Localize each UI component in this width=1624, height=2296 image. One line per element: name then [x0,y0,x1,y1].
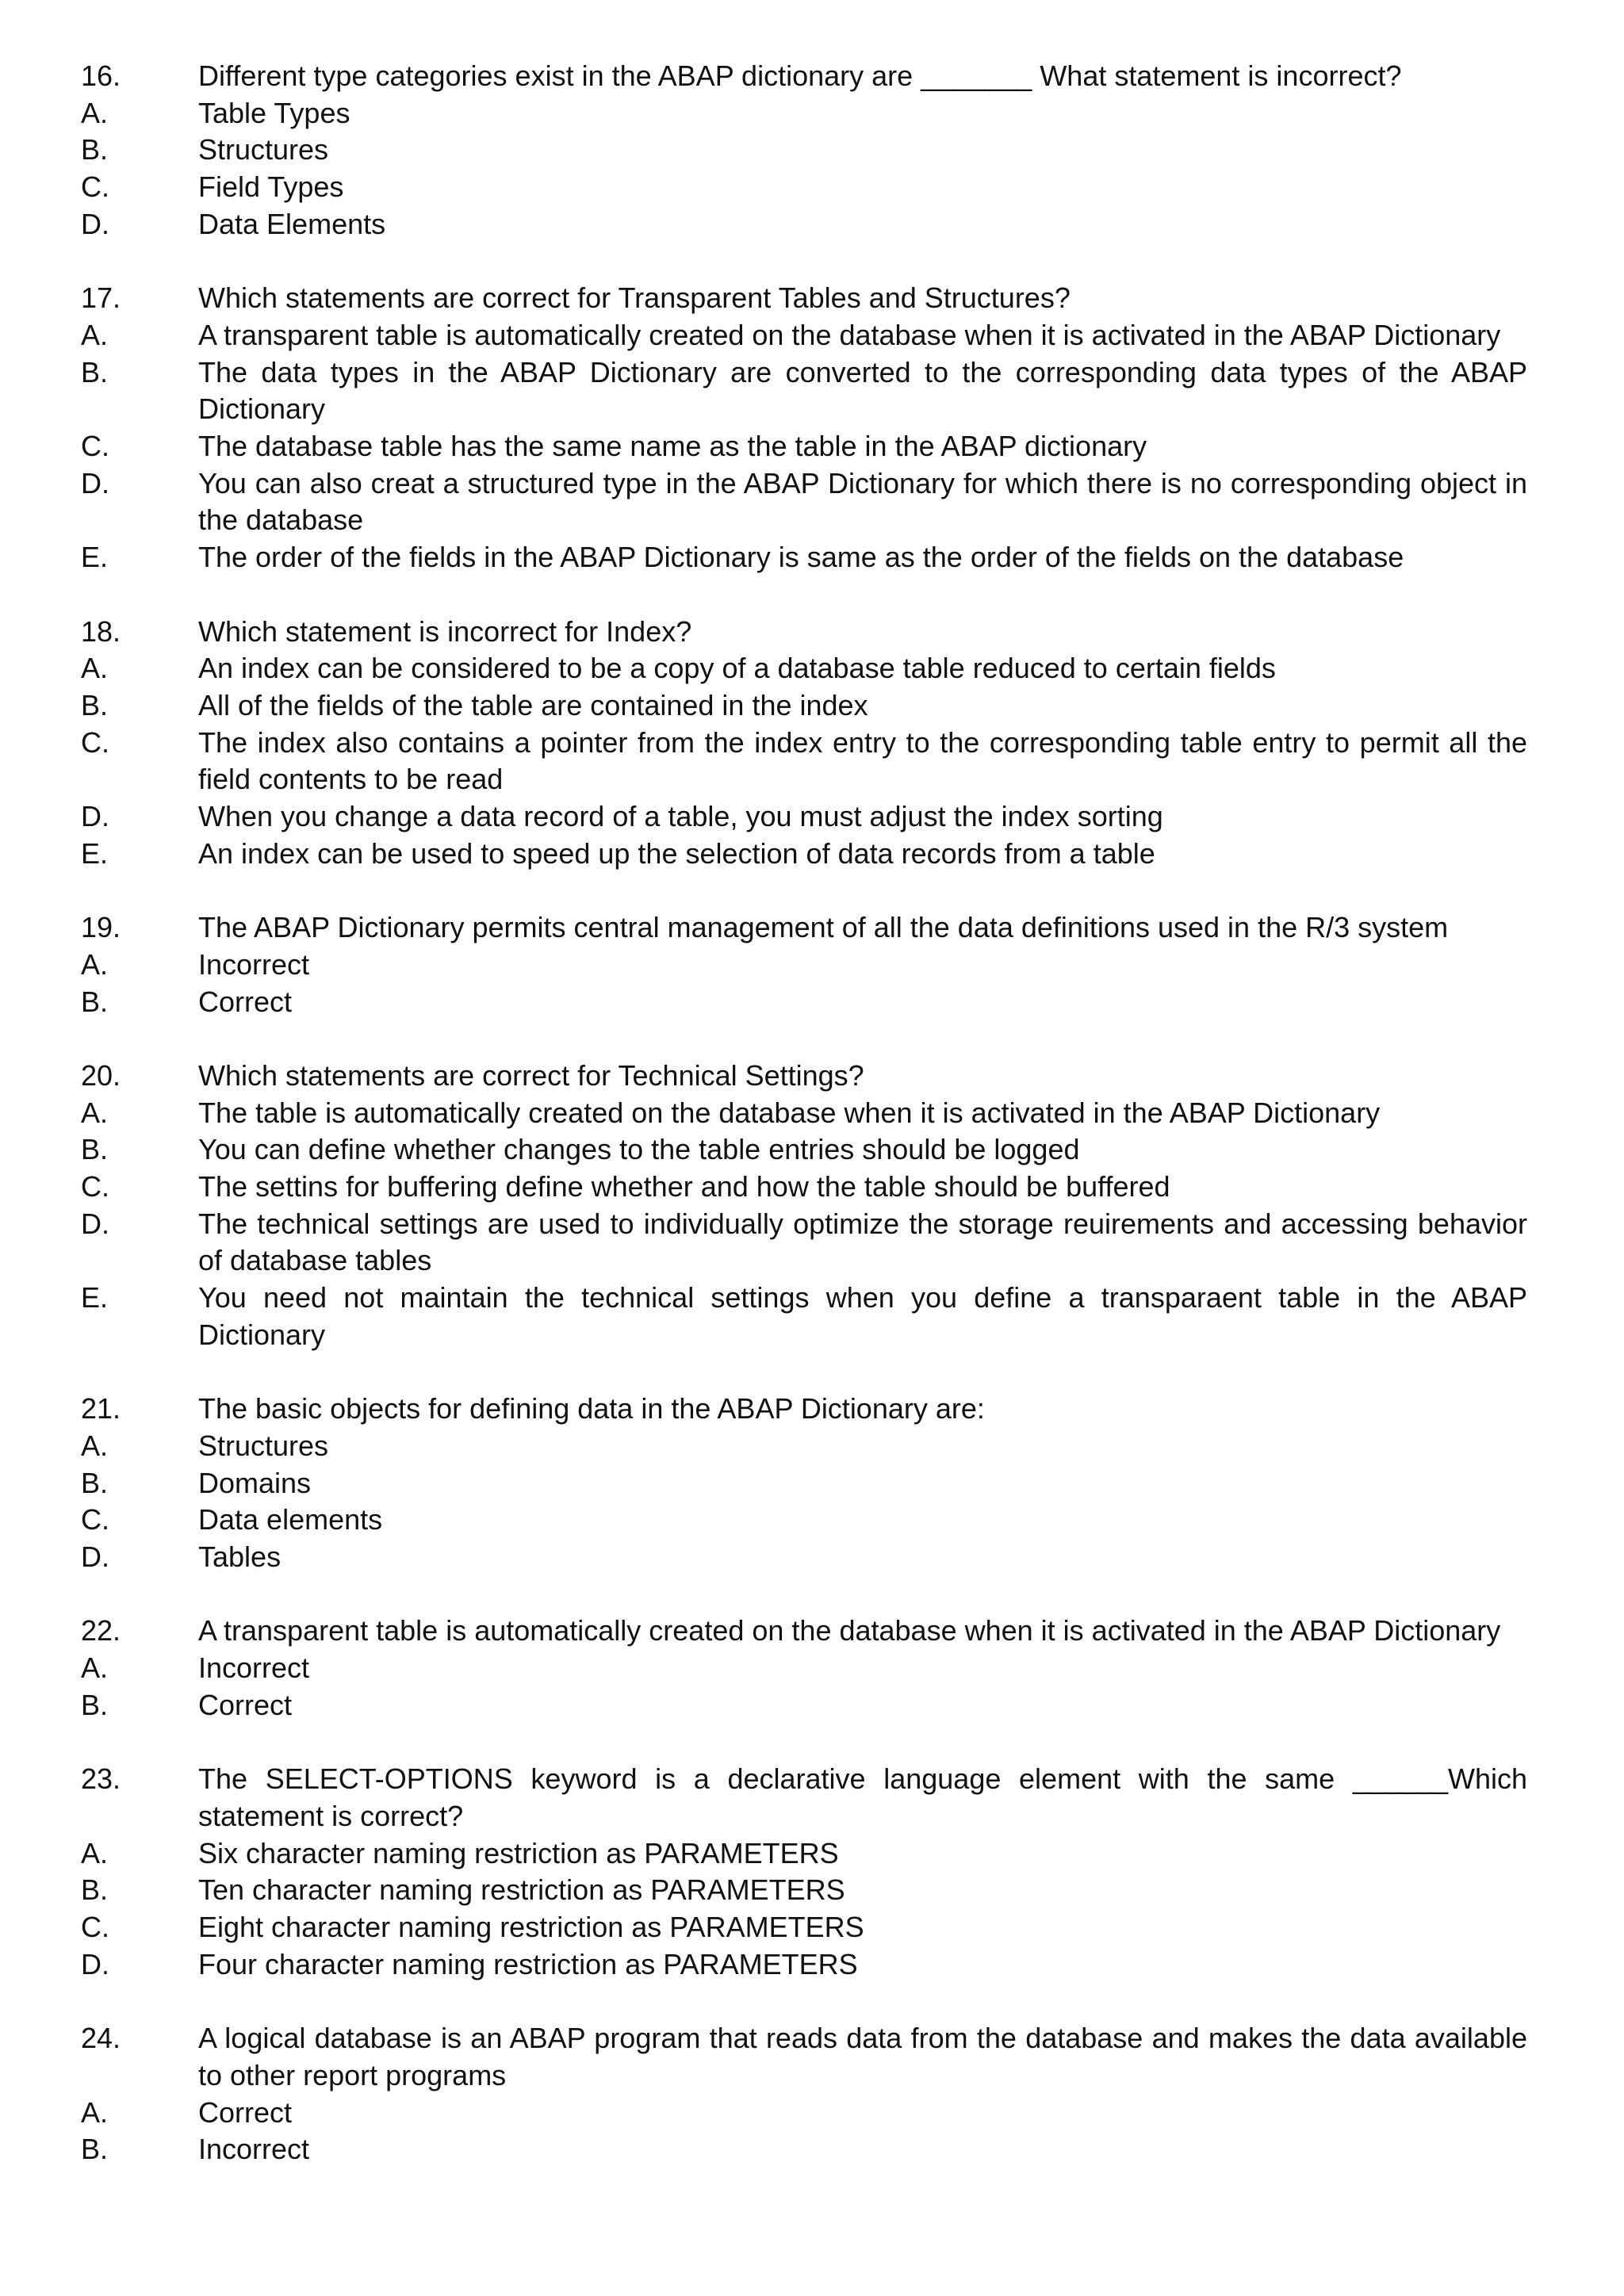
option-label: B. [81,1133,109,1166]
option-label: E. [81,1281,109,1314]
option-row [0,947,1624,984]
question-text: The ABAP Dictionary permits central management of all the data definitions used in the R/3 system [198,911,1449,944]
option-text: Field Types [198,170,344,204]
option-text: An index can be used to speed up the selection of data records from a table [198,836,1155,870]
option-row [0,465,1624,539]
question-17 [0,280,1624,576]
option-row [0,1131,1624,1169]
option-text: Correct [198,985,293,1018]
question-24 [0,2020,1624,2168]
option-text: Six character naming restriction as PARAMETERS [198,1836,839,1869]
option-row [0,539,1624,576]
option-label: B. [81,133,109,166]
question-number: 22. [81,1614,121,1647]
question-23 [0,1761,1624,1983]
option-row [0,1206,1624,1280]
option-row [0,1465,1624,1502]
question-number: 23. [81,1762,121,1796]
question-text: Which statement is incorrect for Index? [198,614,692,648]
option-text: The order of the fields in the ABAP Dictionary is same as the order of the fields on the database [198,541,1404,574]
question-text: A transparent table is automatically created on the database when it is activated in the ABAP Dictionary [198,1614,1501,1647]
option-row [0,1280,1624,1353]
option-label: C. [81,725,109,759]
question-row [0,1761,1624,1835]
option-text: The data types in the ABAP Dictionary are converted to the corresponding data types of the ABAP Dictionary [198,355,1527,426]
question-number: 16. [81,59,121,92]
option-label: C. [81,1503,109,1536]
option-text: Data elements [198,1503,383,1536]
option-text: The database table has the same name as the table in the ABAP dictionary [198,430,1147,463]
option-label: A. [81,1836,109,1869]
question-row [0,1613,1624,1650]
option-row [0,687,1624,725]
option-label: A. [81,96,109,129]
option-text: The index also contains a pointer from the index entry to the corresponding table entry to permit all the field contents to be read [198,725,1527,796]
option-row [0,1169,1624,1206]
question-18 [0,614,1624,873]
question-20 [0,1058,1624,1354]
option-label: D. [81,207,109,240]
question-row [0,280,1624,317]
option-text: Tables [198,1540,282,1574]
option-label: A. [81,947,109,981]
option-text: Incorrect [198,947,310,981]
option-row [0,1502,1624,1539]
question-row [0,614,1624,651]
option-row [0,317,1624,354]
option-text: Ten character naming restriction as PARAMETERS [198,1873,845,1907]
option-label: B. [81,1873,109,1907]
question-number: 18. [81,614,121,648]
question-22 [0,1613,1624,1724]
option-label: C. [81,430,109,463]
option-text: When you change a data record of a table, you must adjust the index sorting [198,800,1163,833]
option-row [0,1650,1624,1687]
question-row [0,909,1624,947]
option-label: A. [81,1651,109,1685]
question-number: 24. [81,2022,121,2055]
option-label: D. [81,1207,109,1240]
option-row [0,132,1624,169]
option-text: All of the fields of the table are contained in the index [198,688,868,721]
option-label: C. [81,1170,109,1203]
option-label: B. [81,688,109,721]
option-text: You need not maintain the technical settings when you define a transparaent table in the ABAP Dictionary [198,1281,1527,1351]
option-label: A. [81,318,109,351]
option-label: A. [81,1096,109,1129]
option-row [0,1946,1624,1984]
question-number: 20. [81,1058,121,1092]
question-number: 21. [81,1392,121,1425]
option-row [0,2095,1624,2132]
option-label: D. [81,800,109,833]
question-text: Which statements are correct for Transparent Tables and Structures? [198,281,1071,315]
option-row [0,1095,1624,1132]
option-text: Incorrect [198,2133,310,2166]
option-text: A transparent table is automatically created on the database when it is activated in the ABAP Dictionary [198,318,1501,351]
option-label: D. [81,466,109,499]
option-label: B. [81,1688,109,1721]
option-text: Domains [198,1466,312,1499]
option-row [0,650,1624,687]
question-19 [0,909,1624,1020]
option-text: Four character naming restriction as PARAMETERS [198,1947,858,1980]
option-label: A. [81,2095,109,2129]
option-text: Correct [198,2095,293,2129]
question-row [0,1058,1624,1095]
option-label: B. [81,2133,109,2166]
question-text: A logical database is an ABAP program that reads data from the database and makes the data available to other report programs [198,2022,1527,2091]
option-row [0,206,1624,243]
question-number: 17. [81,281,121,315]
option-text: An index can be considered to be a copy of a database table reduced to certain fields [198,652,1276,685]
option-row [0,1687,1624,1724]
option-row [0,836,1624,873]
option-text: Incorrect [198,1651,310,1685]
option-text: Structures [198,133,329,166]
option-row [0,1428,1624,1465]
question-row [0,2020,1624,2094]
option-label: B. [81,985,109,1018]
option-row [0,1539,1624,1576]
option-text: Data Elements [198,207,386,240]
option-row [0,354,1624,428]
option-row [0,984,1624,1021]
question-text: Different type categories exist in the ABAP dictionary are _______ What statement is incorrect? [198,59,1402,92]
question-16 [0,58,1624,243]
option-row [0,428,1624,465]
option-text: Correct [198,1688,293,1721]
option-text: Structures [198,1429,329,1462]
option-text: The technical settings are used to individually optimize the storage reuirements and accessing behavior of database tables [198,1207,1527,1277]
option-label: C. [81,1911,109,1944]
option-label: C. [81,170,109,204]
option-row [0,95,1624,132]
option-row [0,1872,1624,1909]
option-label: A. [81,1429,109,1462]
question-row [0,1391,1624,1428]
option-row [0,169,1624,206]
option-label: E. [81,836,109,870]
option-row [0,2131,1624,2168]
option-text: The settins for buffering define whether and how the table should be buffered [198,1170,1170,1203]
option-row [0,725,1624,798]
option-row [0,798,1624,836]
option-text: Eight character naming restriction as PARAMETERS [198,1911,864,1944]
option-text: Table Types [198,96,350,129]
question-21 [0,1391,1624,1576]
option-label: D. [81,1540,109,1574]
option-label: B. [81,1466,109,1499]
question-text: The SELECT-OPTIONS keyword is a declarative language element with the same ______Which statement is correct? [198,1762,1527,1832]
option-label: B. [81,355,109,388]
option-row [0,1835,1624,1873]
option-row [0,1909,1624,1946]
question-row [0,58,1624,95]
option-label: E. [81,541,109,574]
option-text: You can also creat a structured type in the ABAP Dictionary for which there is no corresponding object in the database [198,466,1527,537]
question-text: The basic objects for defining data in the ABAP Dictionary are: [198,1392,985,1425]
question-text: Which statements are correct for Technical Settings? [198,1058,864,1092]
option-label: A. [81,652,109,685]
question-number: 19. [81,911,121,944]
option-label: D. [81,1947,109,1980]
option-text: The table is automatically created on the database when it is activated in the ABAP Dictionary [198,1096,1381,1129]
option-text: You can define whether changes to the table entries should be logged [198,1133,1080,1166]
